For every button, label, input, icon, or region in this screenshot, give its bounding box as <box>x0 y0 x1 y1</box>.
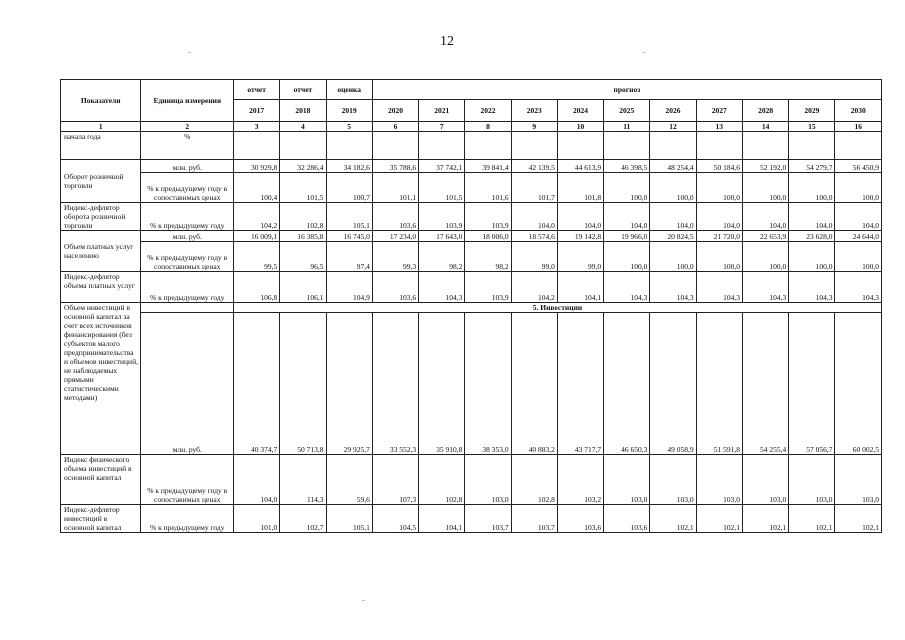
value-cell: 104,2 <box>234 203 280 231</box>
value-cell: 23 628,0 <box>789 231 835 242</box>
value-cell: 99,0 <box>511 242 557 272</box>
value-cell: 60 002,5 <box>835 313 882 455</box>
value-cell: 104,0 <box>557 203 603 231</box>
value-cell: 104,3 <box>789 272 835 303</box>
unit-cell: % <box>141 132 234 160</box>
table-row <box>61 272 882 303</box>
column-number-cell: 14 <box>742 122 788 132</box>
value-cell: 18 574,6 <box>511 231 557 242</box>
value-cell: 34 182,6 <box>326 160 372 173</box>
value-cell: 17 643,0 <box>419 231 465 242</box>
value-cell <box>234 132 280 160</box>
unit-cell: % к предыдущему году в сопоставимых ценах <box>141 455 234 505</box>
value-cell <box>326 132 372 160</box>
value-cell: 105,1 <box>326 203 372 231</box>
value-cell: 35 910,8 <box>419 313 465 455</box>
unit-cell: млн. руб. <box>141 160 234 173</box>
year-header-cell: 2026 <box>650 100 696 122</box>
column-number-cell: 2 <box>141 122 234 132</box>
value-cell <box>511 132 557 160</box>
value-cell: 102,1 <box>835 505 882 533</box>
value-cell: 101,1 <box>372 173 418 203</box>
indicator-label: Объем платных услуг населению <box>61 231 141 272</box>
page-number: 12 <box>440 34 454 49</box>
column-number-cell: 9 <box>511 122 557 132</box>
value-cell: 56 450,9 <box>835 160 882 173</box>
value-cell: 48 254,4 <box>650 160 696 173</box>
column-number-cell: 6 <box>372 122 418 132</box>
value-cell: 100,0 <box>789 242 835 272</box>
value-cell: 40 883,2 <box>511 313 557 455</box>
value-cell <box>604 132 650 160</box>
column-number-cell: 5 <box>326 122 372 132</box>
value-cell: 104,0 <box>604 203 650 231</box>
value-cell: 29 925,7 <box>326 313 372 455</box>
value-cell: 98,2 <box>419 242 465 272</box>
value-cell: 40 374,7 <box>234 313 280 455</box>
value-cell: 100,0 <box>696 173 742 203</box>
value-cell: 46 650,3 <box>604 313 650 455</box>
value-cell: 104,9 <box>326 272 372 303</box>
value-cell: 103,6 <box>604 505 650 533</box>
value-cell: 103,0 <box>604 455 650 505</box>
value-cell: 100,0 <box>742 173 788 203</box>
value-cell: 106,8 <box>234 272 280 303</box>
indicator-label: Оборот розничной торговли <box>61 160 141 203</box>
value-cell: 49 058,9 <box>650 313 696 455</box>
value-cell: 101,6 <box>465 173 511 203</box>
value-cell: 104,3 <box>742 272 788 303</box>
value-cell: 22 653,9 <box>742 231 788 242</box>
value-cell: 103,0 <box>465 455 511 505</box>
indicator-label: Индекс физического объема инвестиций в основной капитал <box>61 455 141 505</box>
forecast-table <box>60 79 882 533</box>
value-cell: 104,0 <box>650 203 696 231</box>
unit-cell: % к предыдущему году <box>141 505 234 533</box>
year-header-cell: 2019 <box>326 100 372 122</box>
value-cell: 104,0 <box>696 203 742 231</box>
value-cell: 100,4 <box>234 173 280 203</box>
value-cell: 103,9 <box>465 203 511 231</box>
header-estimate: оценка <box>326 80 372 100</box>
column-number-cell: 1 <box>61 122 141 132</box>
value-cell: 59,6 <box>326 455 372 505</box>
year-header-cell: 2025 <box>604 100 650 122</box>
value-cell: 102,1 <box>789 505 835 533</box>
value-cell <box>835 132 882 160</box>
value-cell: 100,7 <box>326 173 372 203</box>
value-cell: 100,0 <box>835 242 882 272</box>
table-row <box>61 505 882 533</box>
table-row <box>61 203 882 231</box>
value-cell: 16 385,8 <box>280 231 326 242</box>
column-number-cell: 8 <box>465 122 511 132</box>
value-cell: 99,3 <box>372 242 418 272</box>
value-cell: 104,1 <box>557 272 603 303</box>
value-cell: 104,3 <box>419 272 465 303</box>
table-row <box>61 132 882 160</box>
column-number-row <box>61 122 882 132</box>
value-cell: 102,8 <box>511 455 557 505</box>
value-cell: 104,0 <box>234 455 280 505</box>
value-cell: 100,0 <box>696 242 742 272</box>
value-cell <box>419 132 465 160</box>
value-cell: 38 353,0 <box>465 313 511 455</box>
value-cell: 101,5 <box>280 173 326 203</box>
value-cell: 99,0 <box>557 242 603 272</box>
value-cell: 102,8 <box>419 455 465 505</box>
value-cell: 104,3 <box>696 272 742 303</box>
header-forecast: прогноз <box>372 80 881 100</box>
value-cell: 16 009,1 <box>234 231 280 242</box>
unit-cell: % к предыдущему году <box>141 203 234 231</box>
table-row <box>61 455 882 505</box>
value-cell: 96,5 <box>280 242 326 272</box>
value-cell: 100,0 <box>650 173 696 203</box>
value-cell: 50 184,6 <box>696 160 742 173</box>
value-cell: 21 720,0 <box>696 231 742 242</box>
indicator-label: начала года <box>61 132 141 160</box>
value-cell: 35 788,6 <box>372 160 418 173</box>
column-number-cell: 10 <box>557 122 603 132</box>
section-row <box>61 303 882 313</box>
value-cell: 37 742,1 <box>419 160 465 173</box>
value-cell: 97,4 <box>326 242 372 272</box>
value-cell: 103,0 <box>742 455 788 505</box>
header-report: отчет <box>234 80 280 100</box>
year-header-cell: 2024 <box>557 100 603 122</box>
value-cell: 102,1 <box>650 505 696 533</box>
value-cell: 20 824,5 <box>650 231 696 242</box>
value-cell: 103,6 <box>557 505 603 533</box>
value-cell: 99,5 <box>234 242 280 272</box>
value-cell: 103,0 <box>789 455 835 505</box>
value-cell: 104,3 <box>835 272 882 303</box>
year-header-cell: 2020 <box>372 100 418 122</box>
value-cell: 104,3 <box>604 272 650 303</box>
scan-artifact <box>642 52 645 53</box>
year-header-cell: 2021 <box>419 100 465 122</box>
section-title: 5. Инвестиции <box>234 303 882 313</box>
year-header-cell: 2028 <box>742 100 788 122</box>
unit-cell: % к предыдущему году в сопоставимых ценах <box>141 242 234 272</box>
value-cell: 100,0 <box>650 242 696 272</box>
value-cell: 16 745,0 <box>326 231 372 242</box>
value-cell: 100,0 <box>604 242 650 272</box>
value-cell: 102,8 <box>280 203 326 231</box>
value-cell <box>465 132 511 160</box>
indicator-label: Индекс-дефлятор оборота розничной торговли <box>61 203 141 231</box>
value-cell: 42 139,5 <box>511 160 557 173</box>
value-cell: 101,5 <box>419 173 465 203</box>
value-cell: 24 644,0 <box>835 231 882 242</box>
value-cell: 102,1 <box>696 505 742 533</box>
year-header-cell: 2027 <box>696 100 742 122</box>
value-cell <box>696 132 742 160</box>
indicator-label: Объем инвестиций в основной капитал за счет всех источников финансирования (без субъектов малого предпринимательства и объемов инвестиций, не наблюдаемых прямыми статистическими методами) <box>61 303 141 455</box>
value-cell: 102,1 <box>742 505 788 533</box>
value-cell <box>557 132 603 160</box>
header-report: отчет <box>280 80 326 100</box>
value-cell: 54 255,4 <box>742 313 788 455</box>
value-cell: 104,3 <box>650 272 696 303</box>
value-cell: 103,6 <box>372 203 418 231</box>
value-cell: 103,7 <box>511 505 557 533</box>
value-cell: 106,1 <box>280 272 326 303</box>
column-number-cell: 11 <box>604 122 650 132</box>
value-cell: 104,1 <box>419 505 465 533</box>
value-cell: 105,1 <box>326 505 372 533</box>
value-cell: 44 613,9 <box>557 160 603 173</box>
indicator-label: Индекс-дефлятор инвестиций в основной капитал <box>61 505 141 533</box>
table-row <box>61 231 882 242</box>
value-cell: 103,0 <box>696 455 742 505</box>
value-cell <box>789 132 835 160</box>
header-unit: Единица измерения <box>141 80 234 122</box>
value-cell <box>280 132 326 160</box>
header-indicators: Показатели <box>61 80 141 122</box>
value-cell: 100,0 <box>789 173 835 203</box>
value-cell: 100,0 <box>742 242 788 272</box>
table-row <box>61 242 882 272</box>
table-row <box>61 313 882 455</box>
year-header-cell: 2018 <box>280 100 326 122</box>
section-spacer <box>141 303 234 313</box>
value-cell: 103,9 <box>465 272 511 303</box>
value-cell: 43 717,7 <box>557 313 603 455</box>
column-number-cell: 13 <box>696 122 742 132</box>
value-cell: 104,2 <box>511 272 557 303</box>
year-header-cell: 2017 <box>234 100 280 122</box>
value-cell: 57 056,7 <box>789 313 835 455</box>
value-cell <box>742 132 788 160</box>
value-cell: 98,2 <box>465 242 511 272</box>
year-header-cell: 2022 <box>465 100 511 122</box>
value-cell: 18 006,0 <box>465 231 511 242</box>
column-number-cell: 3 <box>234 122 280 132</box>
value-cell: 103,9 <box>419 203 465 231</box>
value-cell: 104,0 <box>789 203 835 231</box>
scan-artifact <box>188 52 191 53</box>
value-cell: 103,7 <box>465 505 511 533</box>
unit-cell: млн. руб. <box>141 231 234 242</box>
scan-artifact <box>362 600 365 601</box>
value-cell: 101,0 <box>234 505 280 533</box>
year-header-cell: 2030 <box>835 100 882 122</box>
value-cell: 103,0 <box>650 455 696 505</box>
value-cell <box>372 132 418 160</box>
column-number-cell: 15 <box>789 122 835 132</box>
unit-cell: % к предыдущему году в сопоставимых ценах <box>141 173 234 203</box>
value-cell: 104,0 <box>511 203 557 231</box>
column-number-cell: 4 <box>280 122 326 132</box>
value-cell: 104,0 <box>835 203 882 231</box>
value-cell: 101,8 <box>557 173 603 203</box>
year-header-cell: 2023 <box>511 100 557 122</box>
value-cell: 51 591,8 <box>696 313 742 455</box>
value-cell: 103,2 <box>557 455 603 505</box>
value-cell: 102,7 <box>280 505 326 533</box>
value-cell: 101,7 <box>511 173 557 203</box>
table-row <box>61 160 882 173</box>
column-number-cell: 16 <box>835 122 882 132</box>
value-cell: 50 713,8 <box>280 313 326 455</box>
column-number-cell: 12 <box>650 122 696 132</box>
column-number-cell: 7 <box>419 122 465 132</box>
value-cell: 104,5 <box>372 505 418 533</box>
table-row <box>61 173 882 203</box>
value-cell: 107,3 <box>372 455 418 505</box>
value-cell <box>650 132 696 160</box>
value-cell: 19 142,8 <box>557 231 603 242</box>
year-header-cell: 2029 <box>789 100 835 122</box>
value-cell: 104,0 <box>742 203 788 231</box>
value-cell: 52 192,0 <box>742 160 788 173</box>
unit-cell: млн. руб. <box>141 313 234 455</box>
unit-cell: % к предыдущему году <box>141 272 234 303</box>
value-cell: 114,3 <box>280 455 326 505</box>
value-cell: 103,0 <box>835 455 882 505</box>
value-cell: 33 552,3 <box>372 313 418 455</box>
value-cell: 39 841,4 <box>465 160 511 173</box>
value-cell: 46 398,5 <box>604 160 650 173</box>
value-cell: 19 966,0 <box>604 231 650 242</box>
value-cell: 100,0 <box>835 173 882 203</box>
value-cell: 100,0 <box>604 173 650 203</box>
indicator-label: Индекс-дефлятор объема платных услуг <box>61 272 141 303</box>
value-cell: 32 286,4 <box>280 160 326 173</box>
value-cell: 103,6 <box>372 272 418 303</box>
value-cell: 54 279,7 <box>789 160 835 173</box>
value-cell: 30 929,8 <box>234 160 280 173</box>
value-cell: 17 234,0 <box>372 231 418 242</box>
